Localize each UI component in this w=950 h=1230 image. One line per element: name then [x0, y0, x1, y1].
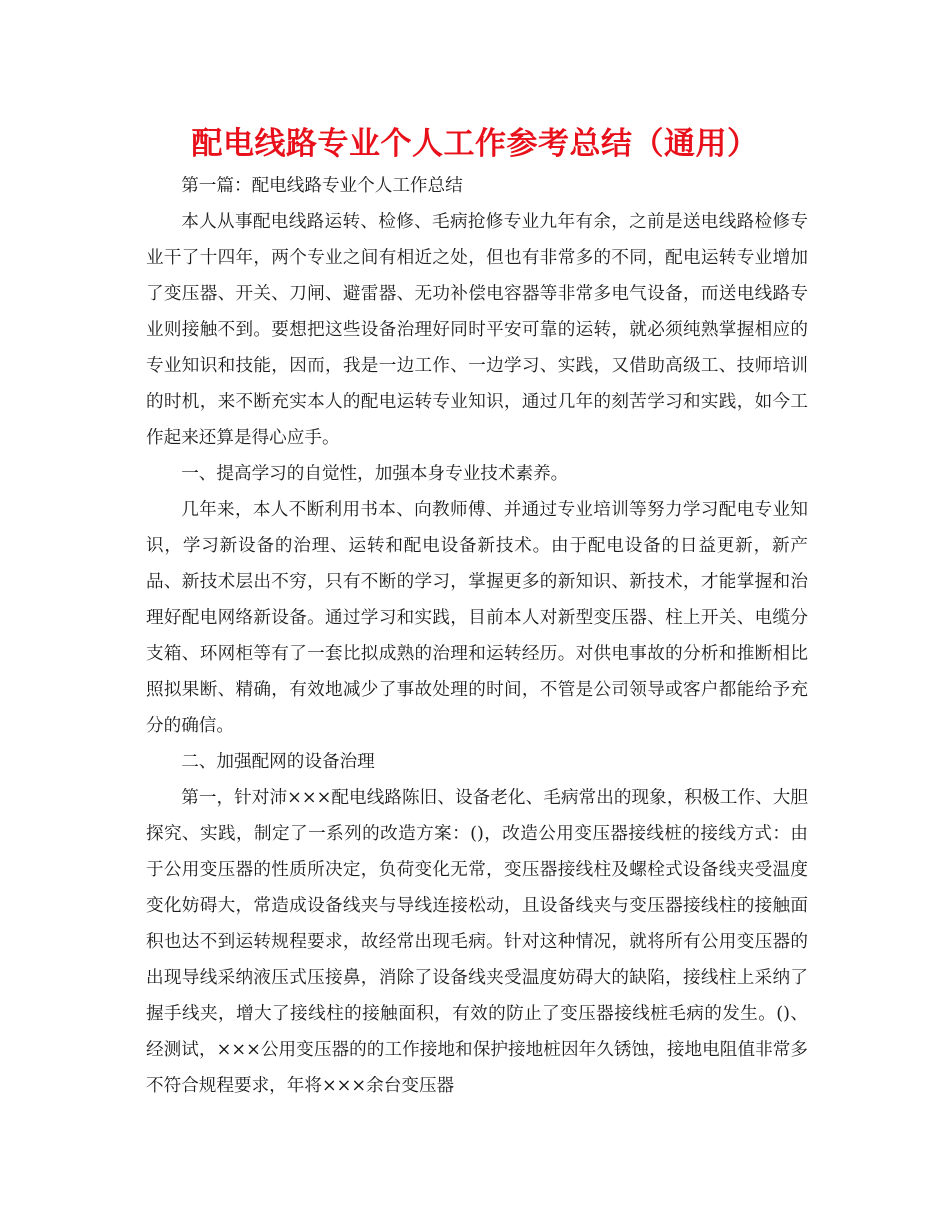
document-title: 配电线路专业个人工作参考总结（通用） [191, 126, 759, 162]
intro-paragraph: 本人从事配电线路运转、检修、毛病抢修专业九年有余，之前是送电线路检修专业干了十四年，两个专业之间有相近之处，但也有非常多的不同，配电运转专业增加了变压器、开关、刀闸、避雷器、无功补偿电容器等非常多电气设备，而送电线路专业则接触不到。要想把这些设备治理好同时平安可靠的运转，就必须纯熟掌握相应的专业知识和技能，因而，我是一边工作、一边学习、实践，又借助高级工、技师培训的时机，来不断充实本人的配电运转专业知识，通过几年的刻苦学习和实践，如今工作起来还算是得心应手。 [146, 212, 808, 448]
section-heading-part-one: 第一篇：配电线路专业个人工作总结 [181, 176, 463, 196]
section-heading-study: 一、提高学习的自觉性，加强本身专业技术素养。 [181, 464, 569, 484]
equipment-paragraph: 第一，针对沛×××配电线路陈旧、设备老化、毛病常出的现象，积极工作、大胆探究、实践，制定了一系列的改造方案：()，改造公用变压器接线桩的接线方式：由于公用变压器的性质所决定，负荷变化无常，变压器接线柱及螺栓式设备线夹受温度变化妨碍大，常造成设备线夹与导线连接松动，且设备线夹与变压器接线柱的接触面积也达不到运转规程要求，故经常出现毛病。针对这种情况，就将所有公用变压器的出现导线采纳液压式压接鼻，消除了设备线夹受温度妨碍大的缺陷，接线柱上采纳了握手线夹，增大了接线柱的接触面积，有效的防止了变压器接线桩毛病的发生。()、经测试，×××公用变压器的的工作接地和保护接地桩因年久锈蚀，接地电阻值非常多不符合规程要求，年将×××余台变压器 [146, 788, 808, 1096]
document-body [146, 168, 808, 1104]
section-heading-equipment: 二、加强配网的设备治理 [181, 752, 375, 772]
study-paragraph: 几年来，本人不断利用书本、向教师傅、并通过专业培训等努力学习配电专业知识，学习新设备的治理、运转和配电设备新技术。由于配电设备的日益更新，新产品、新技术层出不穷，只有不断的学习，掌握更多的新知识、新技术，才能掌握和治理好配电网络新设备。通过学习和实践，目前本人对新型变压器、柱上开关、电缆分支箱、环网柜等有了一套比拟成熟的治理和运转经历。对供电事故的分析和推断相比照拟果断、精确，有效地减少了事故处理的时间，不管是公司领导或客户都能给予充分的确信。 [146, 500, 808, 736]
